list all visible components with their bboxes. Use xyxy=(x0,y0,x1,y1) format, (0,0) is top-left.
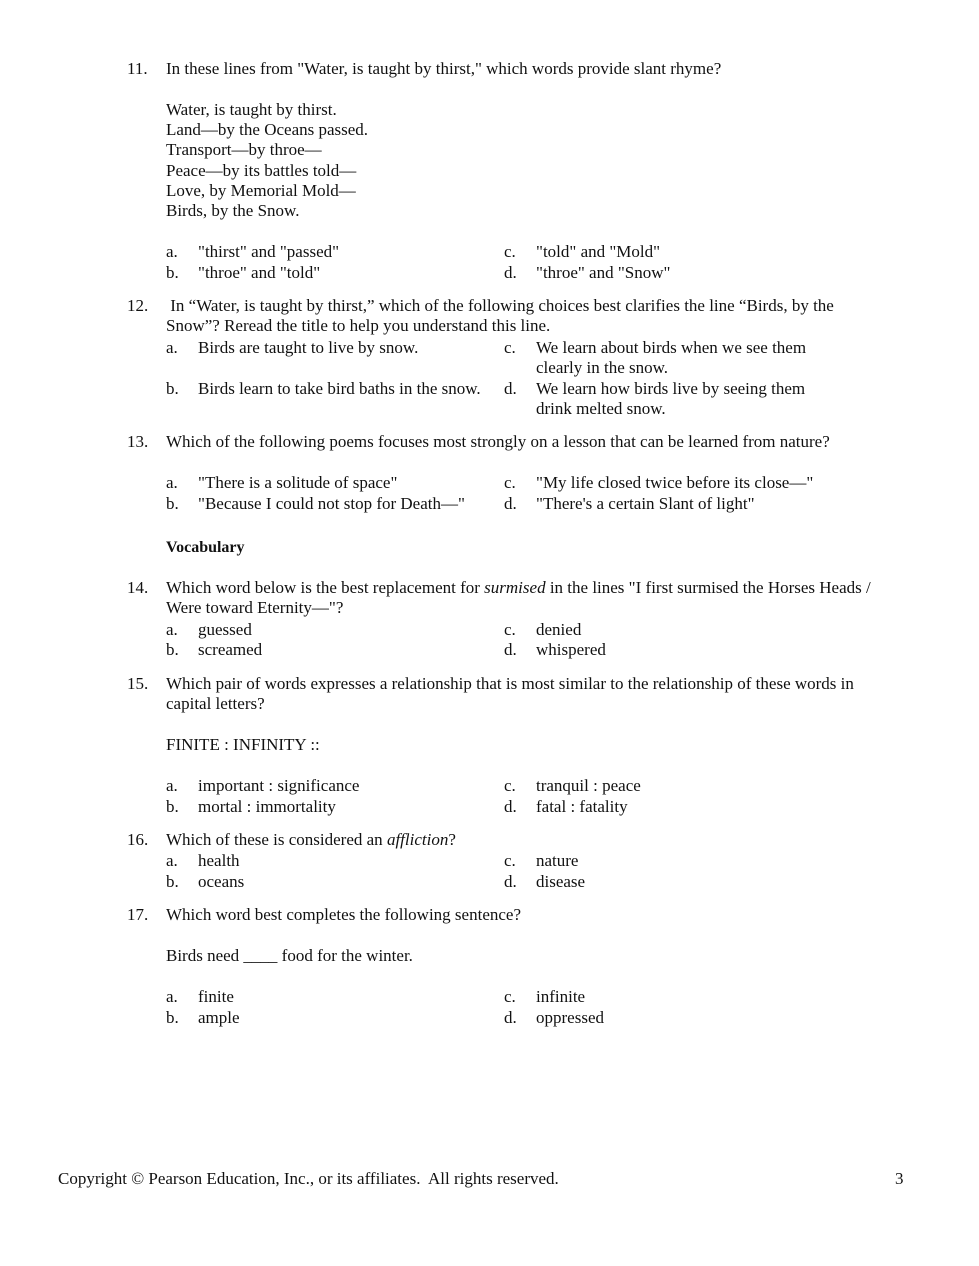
stem-text: in the lines "I first surmised the Horses Heads / Were toward Eternity—"? xyxy=(166,578,871,618)
option-text: "throe" and "told" xyxy=(198,263,321,282)
option-text: fatal : fatality xyxy=(536,797,628,816)
option-letter: c. xyxy=(504,987,516,1006)
option-letter: d. xyxy=(504,640,517,659)
question-stem: In “Water, is taught by thirst,” which of the following choices best clarifies the line “Birds, by the Snow”? Reread the title to help you understand this line. xyxy=(166,296,839,336)
option-text: whispered xyxy=(536,640,606,659)
option-text: finite xyxy=(198,987,234,1006)
option-letter: a. xyxy=(166,776,178,795)
option-letter: a. xyxy=(166,987,178,1006)
option-letter: d. xyxy=(504,263,517,282)
option-letter: b. xyxy=(166,494,179,513)
option-letter: c. xyxy=(504,338,516,357)
analogy-prompt: FINITE : INFINITY :: xyxy=(166,735,320,754)
poem-line: Peace—by its battles told— xyxy=(166,161,357,180)
stem-text: Which word below is the best replacement for xyxy=(166,578,485,597)
poem-line: Land—by the Oceans passed. xyxy=(166,120,369,139)
option-letter: b. xyxy=(166,379,179,398)
stem-text: Which of these is considered an xyxy=(166,830,387,849)
question-stem: In these lines from "Water, is taught by thirst," which words provide slant rhyme? xyxy=(166,59,722,78)
option-text: disease xyxy=(536,872,586,891)
question-stem: Which pair of words expresses a relationship that is most similar to the relationship of these words in capital letters? xyxy=(166,674,854,714)
option-text: infinite xyxy=(536,987,586,1006)
option-letter: a. xyxy=(166,851,178,870)
option-letter: b. xyxy=(166,640,179,659)
option-text: tranquil : peace xyxy=(536,776,641,795)
poem-line: Birds, by the Snow. xyxy=(166,201,300,220)
option-text: important : significance xyxy=(198,776,360,795)
option-letter: b. xyxy=(166,872,179,891)
option-letter: c. xyxy=(504,776,516,795)
option-text: Birds are taught to live by snow. xyxy=(198,338,419,357)
option-text: screamed xyxy=(198,640,263,659)
option-text: "There's a certain Slant of light" xyxy=(536,494,755,513)
poem-line: Water, is taught by thirst. xyxy=(166,100,337,119)
question-stem: Which of the following poems focuses most strongly on a lesson that can be learned from nature? xyxy=(166,432,830,451)
option-text: "Because I could not stop for Death—" xyxy=(198,494,465,513)
option-letter: c. xyxy=(504,242,516,261)
option-text: "There is a solitude of space" xyxy=(198,473,398,492)
option-text: "told" and "Mold" xyxy=(536,242,661,261)
poem-line: Love, by Memorial Mold— xyxy=(166,181,356,200)
page-number: 3 xyxy=(895,1169,904,1188)
question-number: 16. xyxy=(127,830,149,849)
question-number: 15. xyxy=(127,674,149,693)
option-text: "My life closed twice before its close—" xyxy=(536,473,814,492)
option-text: oceans xyxy=(198,872,245,891)
option-text: "thirst" and "passed" xyxy=(198,242,340,261)
poem-line: Transport—by throe— xyxy=(166,140,322,159)
question-number: 14. xyxy=(127,578,149,597)
question-stem xyxy=(166,578,876,619)
question-number: 12. xyxy=(127,296,149,315)
question-number: 13. xyxy=(127,432,149,451)
copyright-footer: Copyright © Pearson Education, Inc., or its affiliates. All rights reserved. xyxy=(58,1169,559,1188)
option-letter: a. xyxy=(166,242,178,261)
option-text: nature xyxy=(536,851,579,870)
option-letter: b. xyxy=(166,1008,179,1027)
question-number: 11. xyxy=(127,59,148,78)
stem-emphasis: affliction xyxy=(386,830,449,849)
option-letter: d. xyxy=(504,872,517,891)
option-text: guessed xyxy=(198,620,252,639)
option-letter: d. xyxy=(504,1008,517,1027)
option-text: mortal : immortality xyxy=(198,797,336,816)
option-letter: a. xyxy=(166,338,178,357)
question-number: 17. xyxy=(127,905,149,924)
option-text: denied xyxy=(536,620,582,639)
option-text: We learn how birds live by seeing them drink melted snow. xyxy=(536,379,806,419)
stem-text: ? xyxy=(448,830,456,849)
option-letter: d. xyxy=(504,494,517,513)
option-text: ample xyxy=(198,1008,240,1027)
option-letter: c. xyxy=(504,473,516,492)
option-letter: a. xyxy=(166,473,178,492)
option-letter: c. xyxy=(504,851,516,870)
option-text: We learn about birds when we see them clearly in the snow. xyxy=(536,338,807,378)
option-letter: d. xyxy=(504,797,517,816)
option-letter: b. xyxy=(166,263,179,282)
option-letter: d. xyxy=(504,379,517,398)
option-text: "throe" and "Snow" xyxy=(536,263,671,282)
option-letter: c. xyxy=(504,620,516,639)
stem-emphasis: surmised xyxy=(484,578,546,597)
question-stem: Which word best completes the following sentence? xyxy=(166,905,521,924)
option-letter: a. xyxy=(166,620,178,639)
option-letter: b. xyxy=(166,797,179,816)
option-text: oppressed xyxy=(536,1008,604,1027)
question-stem xyxy=(166,830,456,850)
option-text: health xyxy=(198,851,240,870)
option-text: Birds learn to take bird baths in the snow. xyxy=(198,379,481,398)
sentence-prompt: Birds need ____ food for the winter. xyxy=(166,946,413,965)
section-heading: Vocabulary xyxy=(166,539,245,556)
